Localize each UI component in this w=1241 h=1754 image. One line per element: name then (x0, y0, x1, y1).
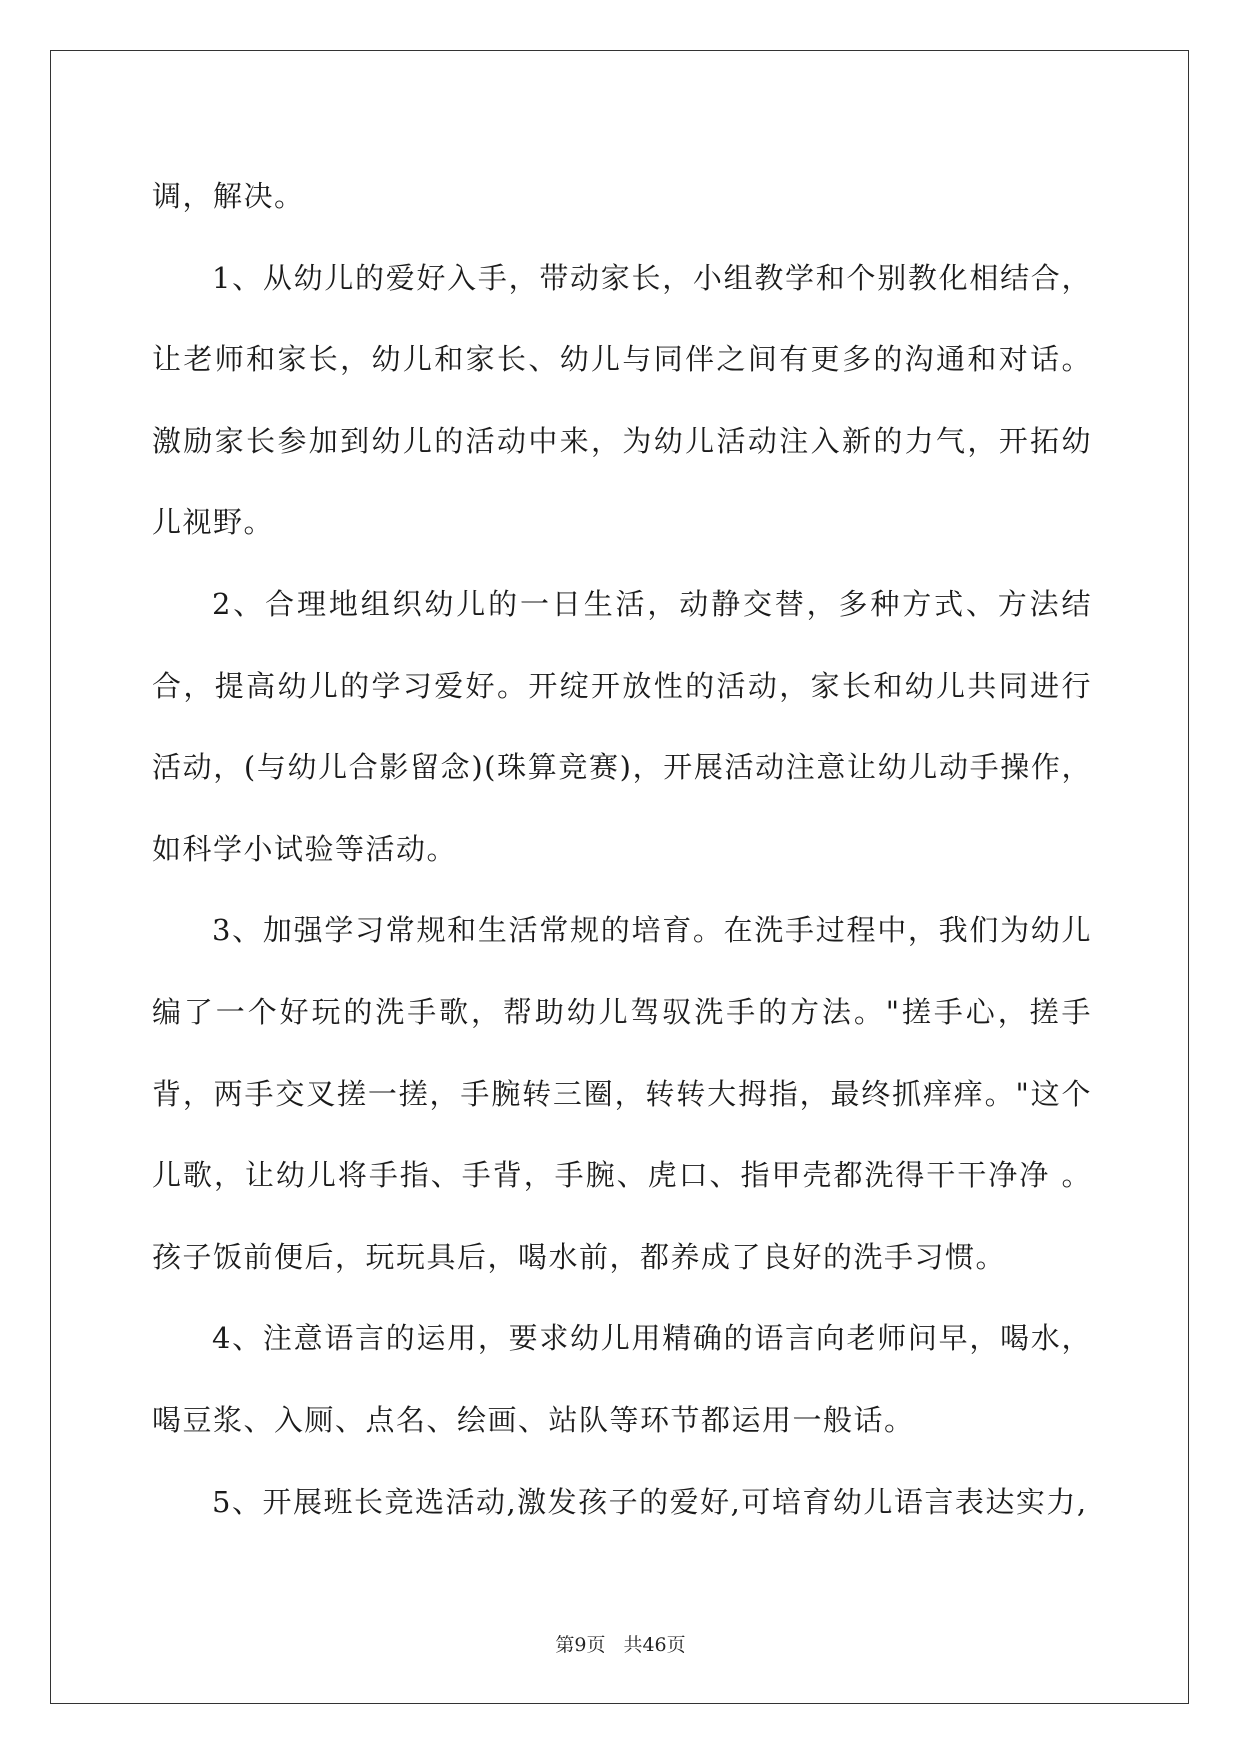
paragraph-item-2: 2、合理地组织幼儿的一日生活，动静交替，多种方式、方法结合，提高幼儿的学习爱好。开绽开放性的活动，家长和幼儿共同进行活动，(与幼儿合影留念)(珠算竞赛)，开展活动注意让幼儿动手操作，如科学小试验等活动。 (152, 586, 1092, 866)
paragraph-continuation: 调，解决。 (152, 179, 305, 213)
paragraph-item-3: 3、加强学习常规和生活常规的培育。在洗手过程中，我们为幼儿编了一个好玩的洗手歌，帮助幼儿驾驭洗手的方法。"搓手心，搓手背，两手交叉搓一搓，手腕转三圈，转转大拇指，最终抓痒痒。"这个儿歌，让幼儿将手指、手背，手腕、虎口、指甲壳都洗得干干净净 。孩子饭前便后，玩玩具后，喝水前，都养成了良好的洗手习惯。 (152, 913, 1092, 1274)
document-body (152, 156, 1092, 1543)
paragraph-item-5: 5、开展班长竞选活动,激发孩子的爱好,可培育幼儿语言表达实力, (212, 1484, 1088, 1519)
page-total: 共46页 (623, 1634, 686, 1656)
page-footer (0, 1630, 1241, 1657)
paragraph-item-1: 1、从幼儿的爱好入手，带动家长，小组教学和个别教化相结合，让老师和家长，幼儿和家长、幼儿与同伴之间有更多的沟通和对话。激励家长参加到幼儿的活动中来，为幼儿活动注入新的力气，开拓幼儿视野。 (152, 260, 1092, 540)
paragraph-item-4: 4、注意语言的运用，要求幼儿用精确的语言向老师问早，喝水，喝豆浆、入厕、点名、绘画、站队等环节都运用一般话。 (152, 1321, 1092, 1437)
page-number: 第9页 (555, 1634, 606, 1656)
